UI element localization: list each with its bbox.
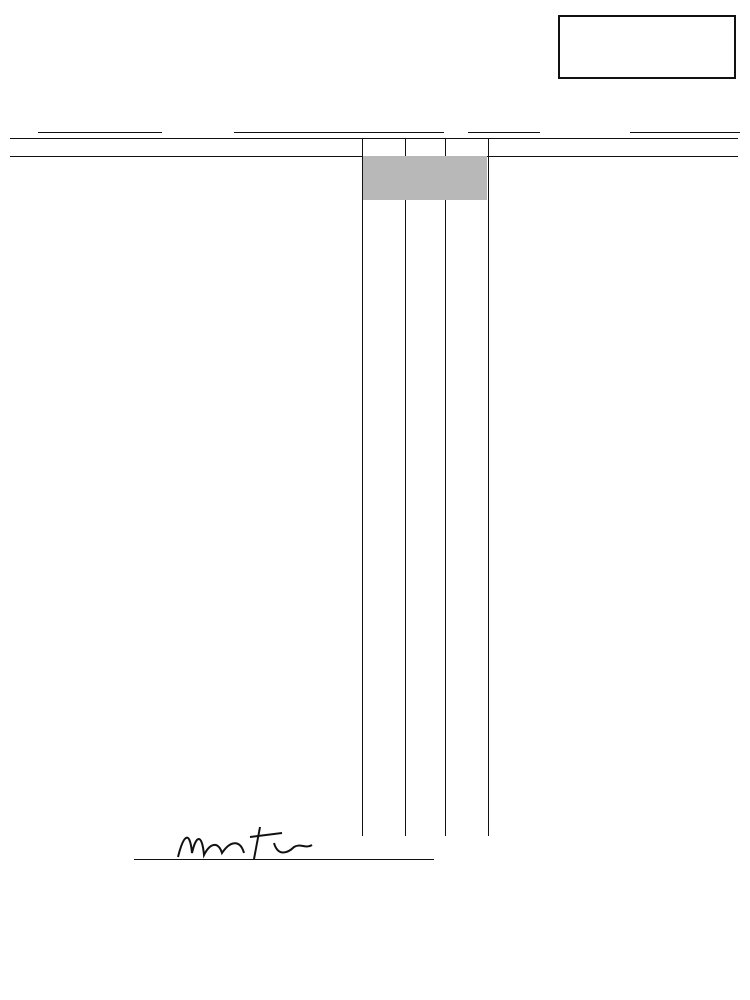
vin-shaded-cell xyxy=(363,156,487,200)
vin-block xyxy=(494,158,500,174)
customer-number-box xyxy=(558,15,736,79)
table-header xyxy=(10,138,738,157)
odometer-block xyxy=(494,180,498,196)
purple-wave-logo xyxy=(8,28,158,68)
signature-scribble[interactable] xyxy=(170,823,330,865)
disclosure-table xyxy=(10,138,738,838)
vehicle-info-line xyxy=(12,116,740,138)
signature-line xyxy=(10,845,738,865)
